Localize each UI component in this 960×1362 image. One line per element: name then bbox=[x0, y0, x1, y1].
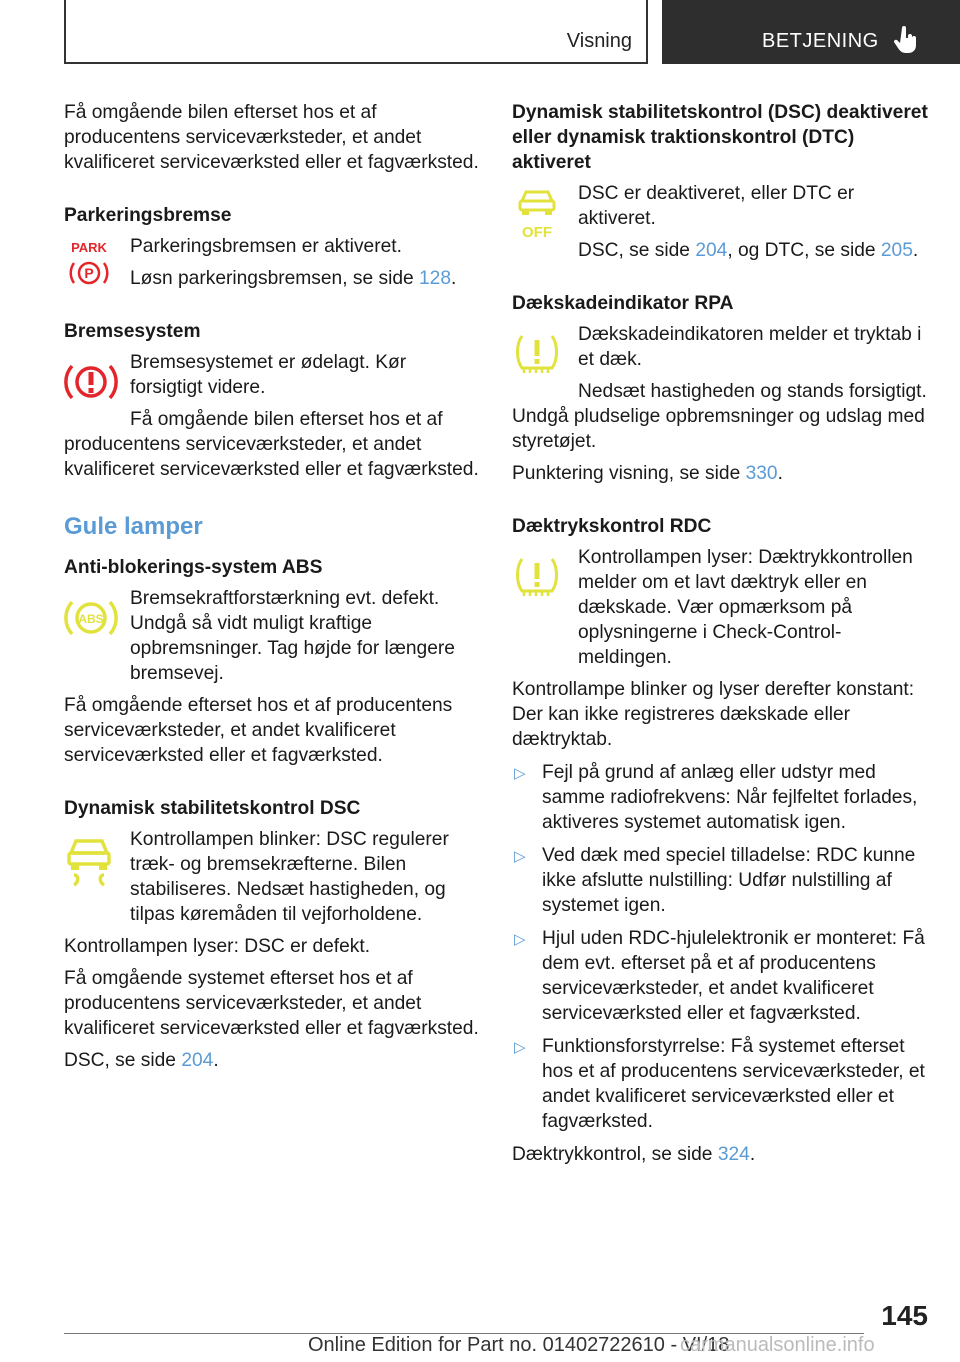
rpa-item bbox=[512, 322, 930, 372]
dsc-off-page-link[interactable]: 204 bbox=[695, 240, 728, 261]
brake-item bbox=[64, 350, 482, 400]
abs-line1: Bremsekraftforstærkning evt. defekt. Undgå så vidt muligt kraftige opbremsninger. Tag højde for længere bremsevej. bbox=[130, 588, 455, 684]
hand-pointer-icon bbox=[894, 26, 920, 54]
dsc-off-icon-text: OFF bbox=[522, 224, 552, 241]
yellow-lamps-heading: Gule lamper bbox=[64, 513, 203, 540]
header-section-label: Visning bbox=[566, 30, 632, 52]
list-item: ▷ Hjul uden RDC-hjulelektronik er monteret: Få dem evt. efterset på et af producentens serviceværksteder, et andet kvalificeret serviceværksted eller et fagværksted. bbox=[514, 928, 925, 1024]
park-heading: Parkeringsbremse bbox=[64, 205, 232, 226]
watermark: carmanualsonline.info bbox=[680, 1334, 875, 1356]
dsc-item bbox=[64, 827, 482, 927]
dscoff-heading: Dynamisk stabilitetskontrol (DSC) deaktiveret eller dynamisk traktionskontrol (DTC) aktiveret bbox=[512, 102, 928, 173]
park-item bbox=[64, 234, 482, 291]
abs-icon bbox=[64, 596, 118, 640]
brake-heading: Bremsesystem bbox=[64, 321, 201, 342]
header-chapter-tab bbox=[662, 0, 960, 64]
brake-line1: Bremsesystemet er ødelagt. Kør forsigtigt videre. bbox=[130, 352, 407, 398]
right-column bbox=[512, 100, 930, 1167]
park-line2: Løsn parkeringsbremsen, se side 128. bbox=[130, 268, 457, 289]
intro-text: Få omgående bilen efterset hos et af producentens serviceværksteder, et andet kvalificeret serviceværksted eller et fagværksted. bbox=[64, 102, 479, 173]
park-page-link[interactable]: 128 bbox=[419, 268, 452, 289]
dsc-line3: Få omgående systemet efterset hos et af producentens serviceværksteder, et andet kvalificeret serviceværksted eller et fagværksted. bbox=[64, 968, 479, 1039]
list-item: ▷ Ved dæk med speciel tilladelse: RDC kunne ikke afslutte nulstilling: Udfør nulstilling af systemet igen. bbox=[514, 845, 916, 916]
dscoff-line1: DSC er deaktiveret, eller DTC er aktiveret. bbox=[578, 183, 855, 229]
dsc-page-link[interactable]: 204 bbox=[181, 1050, 214, 1071]
rpa-line1: Dækskadeindikatoren melder et tryktab i et dæk. bbox=[578, 324, 922, 370]
tire-pressure-warning-icon bbox=[512, 332, 562, 378]
dsc-heading: Dynamisk stabilitetskontrol DSC bbox=[64, 798, 361, 819]
svg-text:P: P bbox=[84, 265, 94, 281]
brake-line2: Få omgående bilen efterset hos et af producentens serviceværksteder, et andet kvalificeret serviceværksted eller et fagværksted. bbox=[64, 409, 479, 480]
bullet-triangle-icon: ▷ bbox=[514, 765, 526, 782]
dsc-off-icon bbox=[512, 187, 562, 243]
bullet-triangle-icon: ▷ bbox=[514, 848, 526, 865]
rdc-heading: Dæktrykskontrol RDC bbox=[512, 516, 712, 537]
rdc-line2: Kontrollampe blinker og lyser derefter konstant: Der kan ikke registreres dækskade eller dæktryktab. bbox=[512, 679, 915, 750]
dsc-car-skid-icon bbox=[64, 835, 114, 891]
dscoff-ref: DSC, se side 204, og DTC, se side 205. bbox=[578, 240, 919, 261]
rpa-line2: Nedsæt hastigheden og stands forsigtigt. Undgå pludselige opbremsninger og udslag med styretøjet. bbox=[512, 381, 927, 452]
abs-line2: Få omgående efterset hos et af producentens serviceværksteder, et andet kvalificeret serviceværksted eller et fagværksted. bbox=[64, 695, 453, 766]
dsc-line1: Kontrollampen blinker: DSC regulerer træk- og bremsekræfterne. Bilen stabiliseres. Nedsæt hastigheden, og tilpas køremåden til vejforholdene. bbox=[130, 829, 449, 925]
bullet-triangle-icon: ▷ bbox=[514, 931, 526, 948]
rdc-line1: Kontrollampen lyser: Dæktrykkontrollen melder om et lavt dæktryk eller en dækskade. Vær opmærksom på oplysningerne i Check-Control-meldingen. bbox=[578, 547, 913, 668]
dsc-ref: DSC, se side 204. bbox=[64, 1050, 219, 1071]
dtc-page-link[interactable]: 205 bbox=[880, 240, 913, 261]
parking-brake-icon bbox=[64, 238, 114, 292]
brake-warning-icon bbox=[64, 360, 118, 404]
rdc-bullet-list bbox=[512, 760, 930, 1134]
abs-icon-text: ABS bbox=[78, 612, 104, 626]
tire-pressure-monitor-icon bbox=[512, 555, 562, 601]
footer-edition: Online Edition for Part no. 01402722610 - VI/18 bbox=[308, 1334, 730, 1356]
rpa-ref: Punktering visning, se side 330. bbox=[512, 463, 783, 484]
abs-heading: Anti-blokerings-system ABS bbox=[64, 557, 323, 578]
rpa-heading: Dækskadeindikator RPA bbox=[512, 293, 734, 314]
list-item: ▷ Funktionsforstyrrelse: Få systemet efterset hos et af producentens serviceværksteder, et andet kvalificeret serviceværksted eller et fagværksted. bbox=[514, 1036, 925, 1132]
parking-brake-icon-text: PARK bbox=[71, 240, 107, 255]
header-section-box bbox=[64, 0, 648, 64]
rdc-item bbox=[512, 545, 930, 670]
dscoff-item bbox=[512, 181, 930, 263]
abs-item bbox=[64, 586, 482, 686]
rdc-ref: Dæktrykkontrol, se side 324. bbox=[512, 1144, 756, 1165]
left-column bbox=[64, 100, 482, 1073]
park-line1: Parkeringsbremsen er aktiveret. bbox=[130, 236, 402, 257]
dsc-line2: Kontrollampen lyser: DSC er defekt. bbox=[64, 936, 371, 957]
bullet-triangle-icon: ▷ bbox=[514, 1039, 526, 1056]
list-item: ▷ Fejl på grund af anlæg eller udstyr med samme radiofrekvens: Når fejlfeltet forlades, aktiveres systemet automatisk igen. bbox=[514, 762, 918, 833]
header-chapter-label: BETJENING bbox=[762, 30, 879, 52]
page-number: 145 bbox=[881, 1300, 928, 1331]
rdc-page-link[interactable]: 324 bbox=[717, 1144, 750, 1165]
rpa-page-link[interactable]: 330 bbox=[745, 463, 778, 484]
